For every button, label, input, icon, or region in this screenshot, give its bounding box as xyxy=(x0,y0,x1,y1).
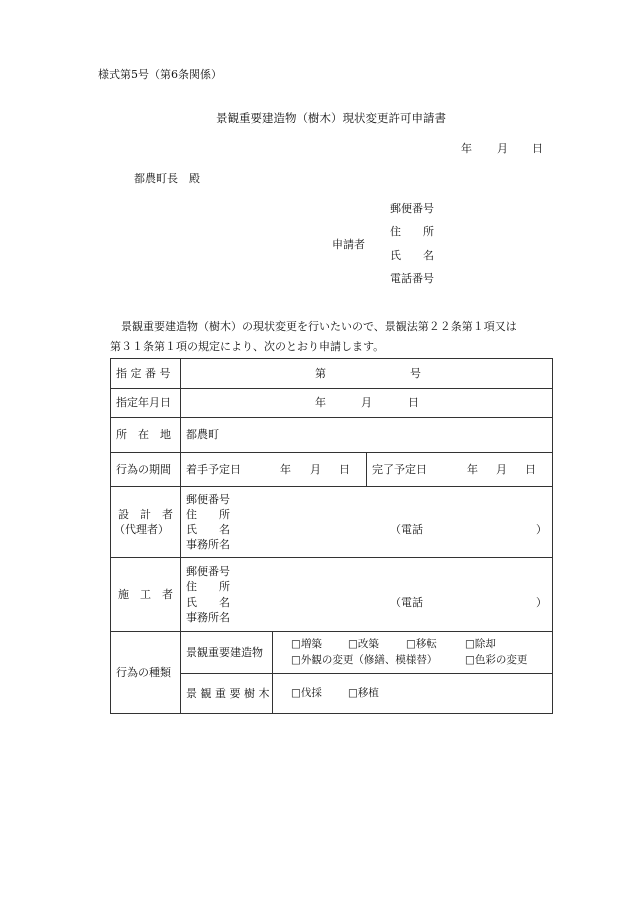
contractor-address-label: 住 所 xyxy=(186,580,230,593)
start-date-year: 年 xyxy=(280,463,291,476)
contractor-office-label: 事務所名 xyxy=(186,611,230,624)
date-day: 日 xyxy=(532,142,543,155)
applicant-phone-label: 電話番号 xyxy=(390,272,434,285)
addressee: 都農町長 殿 xyxy=(134,172,200,185)
option-rebuild[interactable]: □改築 xyxy=(348,638,379,650)
contractor-name-label: 氏 名 xyxy=(186,596,230,609)
start-date-month: 月 xyxy=(310,463,321,476)
designation-date-year: 年 xyxy=(315,396,326,409)
location-value: 都農町 xyxy=(186,428,219,441)
building-label: 景観重要建造物 xyxy=(186,646,263,659)
option-extension[interactable]: □増築 xyxy=(291,638,322,650)
body-text-line-2: 第３１条第１項の規定により、次のとおり申請します。 xyxy=(110,340,385,353)
end-date-label: 完了予定日 xyxy=(372,463,427,476)
application-table xyxy=(110,358,553,714)
applicant-name-label: 氏 名 xyxy=(390,249,434,262)
designer-postal-label: 郵便番号 xyxy=(186,493,230,506)
designer-phone-close: ） xyxy=(536,523,547,536)
applicant-label: 申請者 xyxy=(332,238,365,251)
contractor-postal-label: 郵便番号 xyxy=(186,565,230,578)
applicant-postal-label: 郵便番号 xyxy=(390,202,434,215)
contractor-phone-open: （電話 xyxy=(390,596,423,609)
page-title: 景観重要建造物（樹木）現状変更許可申請書 xyxy=(216,111,446,125)
applicant-address-label: 住 所 xyxy=(390,225,434,238)
body-text-line-1: 景観重要建造物（樹木）の現状変更を行いたいので、景観法第２２条第１項又は xyxy=(110,320,517,333)
designer-office-label: 事務所名 xyxy=(186,538,230,551)
designer-agent-label: （代理者） xyxy=(114,523,169,536)
date-year: 年 xyxy=(461,142,472,155)
contractor-phone-close: ） xyxy=(536,596,547,609)
designation-number-prefix: 第 xyxy=(315,367,326,380)
option-transplant[interactable]: □移植 xyxy=(348,687,379,699)
period-label: 行為の期間 xyxy=(116,463,171,476)
designation-date-month: 月 xyxy=(361,396,372,409)
option-removal[interactable]: □除却 xyxy=(465,638,496,650)
option-felling[interactable]: □伐採 xyxy=(291,687,322,699)
designer-phone-open: （電話 xyxy=(390,523,423,536)
location-label: 所 在 地 xyxy=(116,428,171,441)
option-color-change[interactable]: □色彩の変更 xyxy=(465,654,528,666)
start-date-label: 着手予定日 xyxy=(186,463,241,476)
option-relocation[interactable]: □移転 xyxy=(406,638,437,650)
start-date-day: 日 xyxy=(339,463,350,476)
form-id: 様式第5号（第6条関係） xyxy=(98,68,222,81)
tree-label: 景 観 重 要 樹 木 xyxy=(186,687,270,700)
designation-date-label: 指定年月日 xyxy=(116,396,171,409)
option-exterior-change[interactable]: □外観の変更（修繕、模様替） xyxy=(291,654,438,666)
designation-number-label: 指 定 番 号 xyxy=(116,367,171,380)
act-type-label: 行為の種類 xyxy=(116,666,171,679)
end-date-year: 年 xyxy=(467,463,478,476)
designer-name-label: 氏 名 xyxy=(186,523,230,536)
designer-address-label: 住 所 xyxy=(186,508,230,521)
designation-date-day: 日 xyxy=(408,396,419,409)
designer-label: 設 計 者 xyxy=(118,508,173,521)
end-date-month: 月 xyxy=(496,463,507,476)
end-date-day: 日 xyxy=(525,463,536,476)
designation-number-suffix: 号 xyxy=(410,367,421,380)
date-month: 月 xyxy=(497,142,508,155)
contractor-label: 施 工 者 xyxy=(118,588,173,601)
